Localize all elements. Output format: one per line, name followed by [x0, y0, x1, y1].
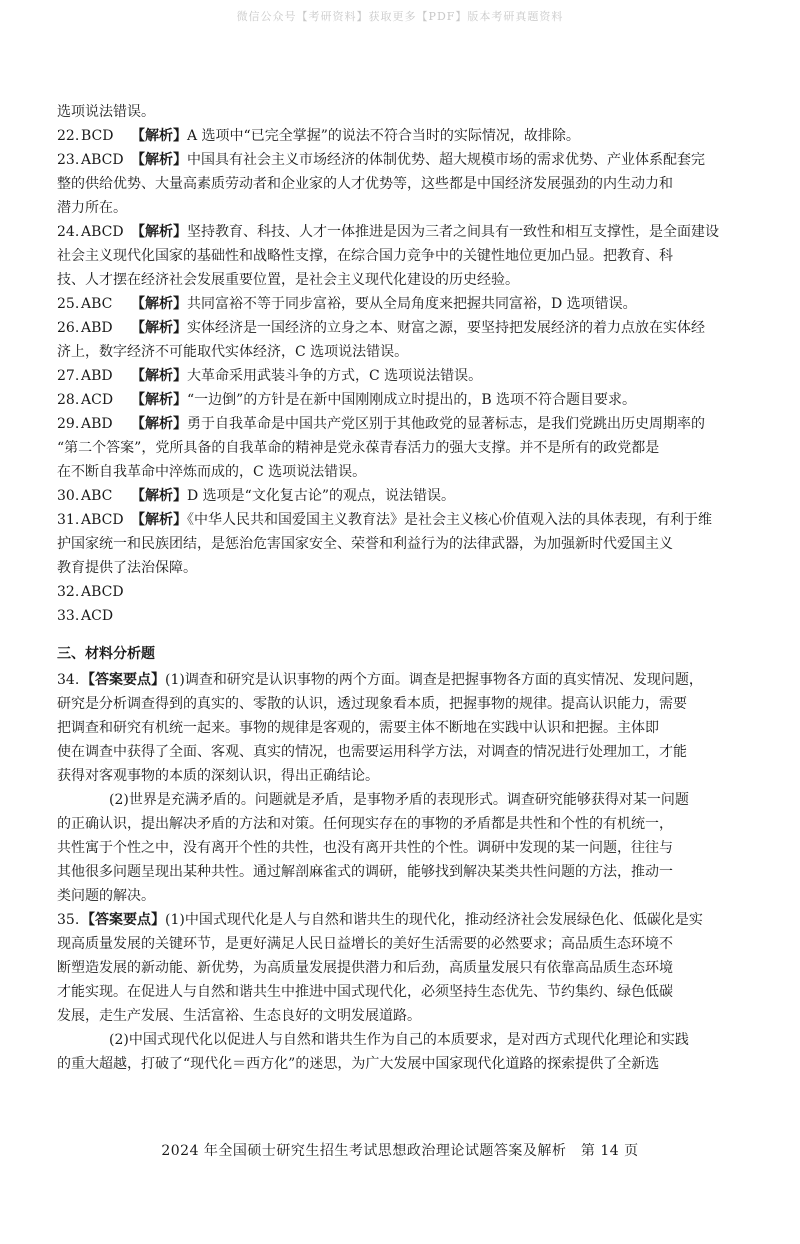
paragraph-line: 的重大超越，打破了“现代化＝西方化”的迷思，为广大发展中国家现代化道路的探索提供了全新选 [57, 1056, 660, 1072]
paragraph-line: (2)中国式现代化以促进人与自然和谐共生作为自己的本质要求，是对西方式现代化理论和实践 [109, 1032, 689, 1048]
answer-item [57, 364, 757, 388]
question-number: 30. [57, 488, 80, 504]
question-35 [57, 908, 757, 1076]
analysis-text-line: 在不断自我革命中淬炼而成的，C 选项说法错误。 [57, 464, 367, 480]
answer-item [57, 148, 757, 220]
analysis-text: “一边倒”的方针是在新中国刚刚成立时提出的，B 选项不符合题目要求。 [187, 392, 637, 408]
answer-item [57, 484, 757, 508]
answer-item [57, 604, 757, 628]
paragraph-line: 才能实现。在促进人与自然和谐共生中推进中国式现代化，必须坚持生态优先、节约集约、绿色低碳 [57, 984, 673, 1000]
analysis-text-line: 整的供给优势、大量高素质劳动者和企业家的人才优势等，这些都是中国经济发展强劲的内生动力和 [57, 176, 673, 192]
analysis-tag: 【解析】 [131, 128, 187, 144]
answer-key-tag: 【答案要点】 [81, 672, 165, 688]
analysis-tag: 【解析】 [131, 224, 187, 240]
answer-choice: ABD [81, 368, 113, 384]
question-number: 27. [57, 368, 80, 384]
paragraph-line: 把调查和研究有机统一起来。事物的规律是客观的，需要主体不断地在实践中认识和把握。主体即 [57, 720, 659, 736]
analysis-tag: 【解析】 [131, 320, 187, 336]
analysis-tag: 【解析】 [131, 416, 187, 432]
analysis-tag: 【解析】 [131, 368, 187, 384]
answer-line [81, 388, 757, 412]
answer-choice: ABC [81, 488, 113, 504]
watermark: 微信公众号【考研资料】获取更多【PDF】版本考研真题资料 [236, 10, 564, 23]
paragraph-text: (1)调查和研究是认识事物的两个方面。调查是把握事物各方面的真实情况、发现问题， [165, 672, 703, 688]
question-number: 24. [57, 224, 80, 240]
question-number: 33. [57, 608, 80, 624]
answer-key-tag: 【答案要点】 [81, 912, 165, 928]
question-number: 26. [57, 320, 80, 336]
paragraph-line: 发展，走生产发展、生活富裕、生态良好的文明发展道路。 [57, 1008, 421, 1024]
paragraph-line: 的正确认识，提出解决矛盾的方法和对策。任何现实存在的事物的矛盾都是共性和个性的有机统一， [57, 816, 673, 832]
intro-tail: 选项说法错误。 [57, 104, 155, 120]
paragraph-line [81, 668, 757, 692]
q35-paragraph-2 [57, 1028, 757, 1076]
answer-line [81, 220, 757, 244]
answer-item [57, 388, 757, 412]
answer-line [81, 580, 757, 604]
analysis-text-line: 潜力所在。 [57, 200, 127, 216]
analysis-text-line: “第二个答案”，党所具备的自我革命的精神是党永葆青春活力的强大支撑。并不是所有的政党都是 [57, 440, 660, 456]
analysis-text: 大革命采用武装斗争的方式，C 选项说法错误。 [187, 368, 483, 384]
answer-line [81, 148, 757, 172]
answer-item [57, 412, 757, 484]
question-number: 34. [57, 672, 80, 688]
analysis-tag: 【解析】 [131, 296, 187, 312]
paragraph-line: 现高质量发展的关键环节，是更好满足人民日益增长的美好生活需要的必然要求；高品质生态环境不 [57, 936, 673, 952]
answer-item [57, 292, 757, 316]
answer-choice: ABCD [81, 584, 124, 600]
answer-choice: ABCD [81, 152, 124, 168]
analysis-text: 《中华人民共和国爱国主义教育法》是社会主义核心价值观入法的具体表现，有利于维 [187, 512, 712, 528]
analysis-text-line: 教育提供了法治保障。 [57, 560, 197, 576]
answer-line [81, 508, 757, 532]
question-number: 35. [57, 912, 80, 928]
answer-line [81, 316, 757, 340]
paragraph-line: (2)世界是充满矛盾的。问题就是矛盾，是事物矛盾的表现形式。调查研究能够获得对某一问题 [109, 792, 689, 808]
answer-choice: ACD [81, 608, 114, 624]
paragraph-line: 共性寓于个性之中，没有离开个性的共性，也没有离开共性的个性。调研中发现的某一问题，往往与 [57, 840, 673, 856]
question-number: 29. [57, 416, 80, 432]
answer-item [57, 580, 757, 604]
question-number: 23. [57, 152, 80, 168]
answer-line [81, 412, 757, 436]
section-title: 三、材料分析题 [57, 646, 155, 662]
answer-choice: ABD [81, 416, 113, 432]
answer-line [81, 604, 757, 628]
answer-choice: ACD [81, 392, 114, 408]
answer-item [57, 508, 757, 580]
analysis-text: 实体经济是一国经济的立身之本、财富之源，要坚持把发展经济的着力点放在实体经 [187, 320, 705, 336]
paragraph-line: 断塑造发展的新动能、新优势，为高质量发展提供潜力和后劲，高质量发展只有依靠高品质生态环境 [57, 960, 673, 976]
analysis-text: 坚持教育、科技、人才一体推进是因为三者之间具有一致性和相互支撑性，是全面建设 [187, 224, 719, 240]
answer-items [57, 124, 757, 628]
paragraph-line: 其他很多问题呈现出某种共性。通过解剖麻雀式的调研，能够找到解决某类共性问题的方法，推动一 [57, 864, 673, 880]
analysis-text: D 选项是“文化复古论”的观点，说法错误。 [187, 488, 455, 504]
analysis-tag: 【解析】 [131, 512, 187, 528]
question-34 [57, 668, 757, 908]
analysis-text: 中国具有社会主义市场经济的体制优势、超大规模市场的需求优势、产业体系配套完 [187, 152, 705, 168]
answer-choice: ABCD [81, 224, 124, 240]
analysis-text: 共同富裕不等于同步富裕，要从全局角度来把握共同富裕，D 选项错误。 [187, 296, 637, 312]
paragraph-text: (1)中国式现代化是人与自然和谐共生的现代化，推动经济社会发展绿色化、低碳化是实 [165, 912, 703, 928]
answer-choice: ABC [81, 296, 113, 312]
analysis-text-line: 技、人才摆在经济社会发展重要位置，是社会主义现代化建设的历史经验。 [57, 272, 519, 288]
answer-line [81, 124, 757, 148]
page-footer: 2024 年全国硕士研究生招生考试思想政治理论试题答案及解析 第 14 页 [161, 1143, 639, 1159]
answer-page-body [57, 100, 757, 1076]
question-number: 22. [57, 128, 80, 144]
analysis-text: A 选项中“已完全掌握”的说法不符合当时的实际情况，故排除。 [187, 128, 580, 144]
analysis-text-line: 护国家统一和民族团结，是惩治危害国家安全、荣誉和利益行为的法律武器，为加强新时代爱国主义 [57, 536, 673, 552]
analysis-tag: 【解析】 [131, 488, 187, 504]
answer-line [81, 292, 757, 316]
analysis-text-line: 社会主义现代化国家的基础性和战略性支撑，在综合国力竞争中的关键性地位更加凸显。把教育、科 [57, 248, 673, 264]
analysis-tag: 【解析】 [131, 392, 187, 408]
answer-choice: ABD [81, 320, 113, 336]
paragraph-line: 获得对客观事物的本质的深刻认识，得出正确结论。 [57, 768, 379, 784]
question-number: 32. [57, 584, 80, 600]
analysis-text: 勇于自我革命是中国共产党区别于其他政党的显著标志，是我们党跳出历史周期率的 [187, 416, 705, 432]
answer-choice: BCD [81, 128, 114, 144]
paragraph-line: 类问题的解决。 [57, 888, 155, 904]
paragraph-line [81, 908, 757, 932]
question-number: 28. [57, 392, 80, 408]
q34-paragraph-2 [57, 788, 757, 908]
answer-item [57, 124, 757, 148]
question-number: 31. [57, 512, 80, 528]
analysis-text-line: 济上，数字经济不可能取代实体经济，C 选项说法错误。 [57, 344, 409, 360]
answer-choice: ABCD [81, 512, 124, 528]
answer-item [57, 220, 757, 292]
question-number: 25. [57, 296, 80, 312]
paragraph-line: 研究是分析调查得到的真实的、零散的认识，透过现象看本质，把握事物的规律。提高认识能力，需要 [57, 696, 687, 712]
answer-line [81, 364, 757, 388]
paragraph-line: 使在调查中获得了全面、客观、真实的情况，也需要运用科学方法，对调查的情况进行处理加工，才能 [57, 744, 687, 760]
answer-item [57, 316, 757, 364]
answer-line [81, 484, 757, 508]
analysis-tag: 【解析】 [131, 152, 187, 168]
